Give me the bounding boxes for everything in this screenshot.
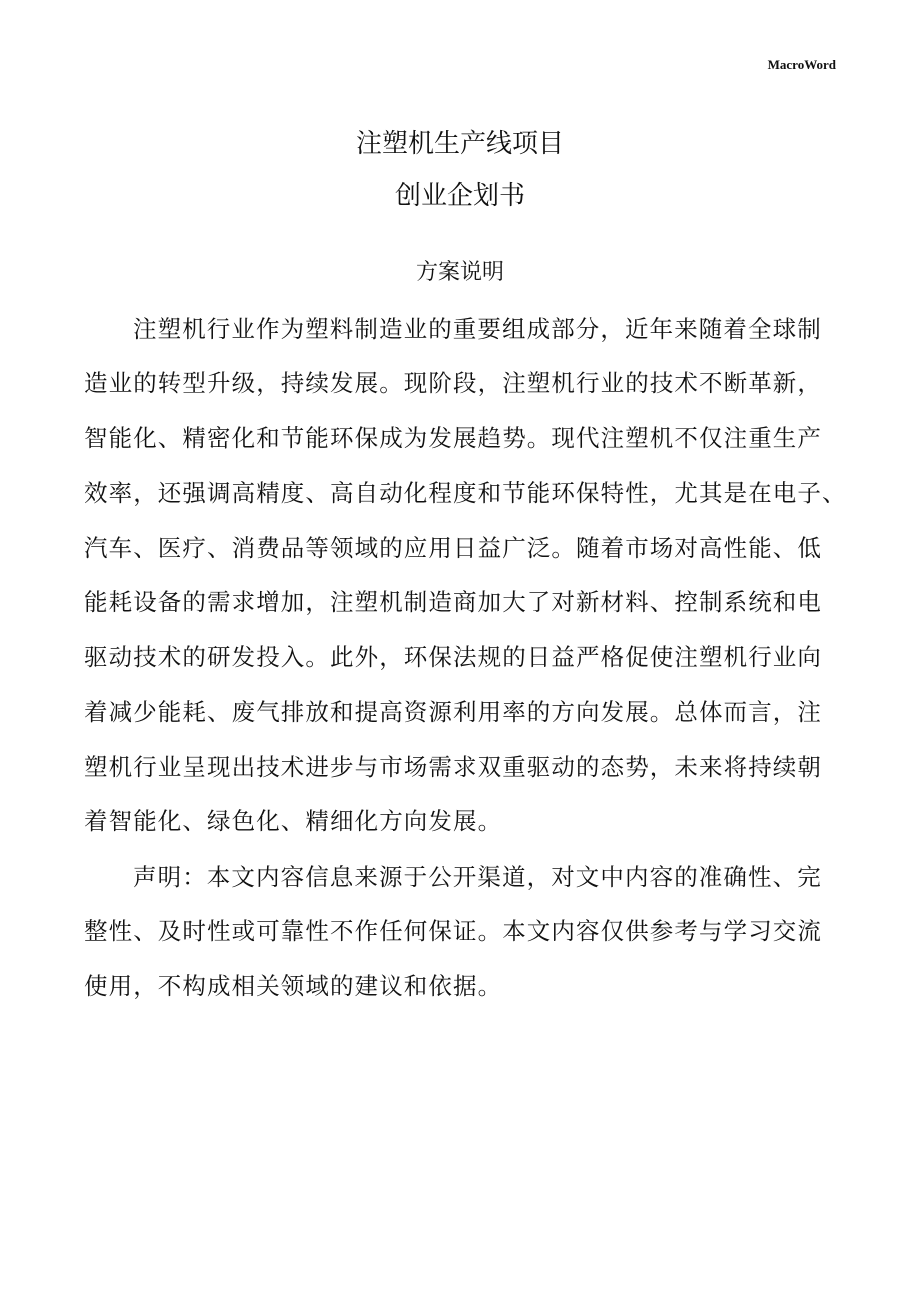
document-title: 注塑机生产线项目	[355, 129, 564, 159]
text-line: 造业的转型升级，持续发展。现阶段，注塑机行业的技术不断革新，	[84, 369, 822, 397]
text-line: 注塑机行业作为塑料制造业的重要组成部分，近年来随着全球制	[133, 315, 822, 343]
text-line: 着智能化、绿色化、精细化方向发展。	[84, 807, 503, 835]
text-line: 整性、及时性或可靠性不作任何保证。本文内容仅供参考与学习交流	[84, 917, 822, 945]
text-line: 智能化、精密化和节能环保成为发展趋势。现代注塑机不仅注重生产	[84, 424, 822, 452]
text-line: 着减少能耗、废气排放和提高资源利用率的方向发展。总体而言，注	[84, 698, 822, 726]
document-subtitle: 创业企划书	[394, 181, 525, 211]
text-line: 声明：本文内容信息来源于公开渠道，对文中内容的准确性、完	[133, 863, 822, 891]
header-brand: MacroWord	[767, 57, 836, 72]
text-line: 汽车、医疗、消费品等领域的应用日益广泛。随着市场对高性能、低	[84, 534, 822, 562]
text-line: 塑机行业呈现出技术进步与市场需求双重驱动的态势，未来将持续朝	[84, 753, 822, 781]
text-line: 效率，还强调高精度、高自动化程度和节能环保特性，尤其是在电子、	[84, 479, 847, 507]
text-line: 使用，不构成相关领域的建议和依据。	[84, 972, 503, 1000]
text-line: 驱动技术的研发投入。此外，环保法规的日益严格促使注塑机行业向	[84, 643, 822, 671]
section-heading: 方案说明	[415, 260, 504, 285]
text-line: 能耗设备的需求增加，注塑机制造商加大了对新材料、控制系统和电	[84, 588, 822, 616]
